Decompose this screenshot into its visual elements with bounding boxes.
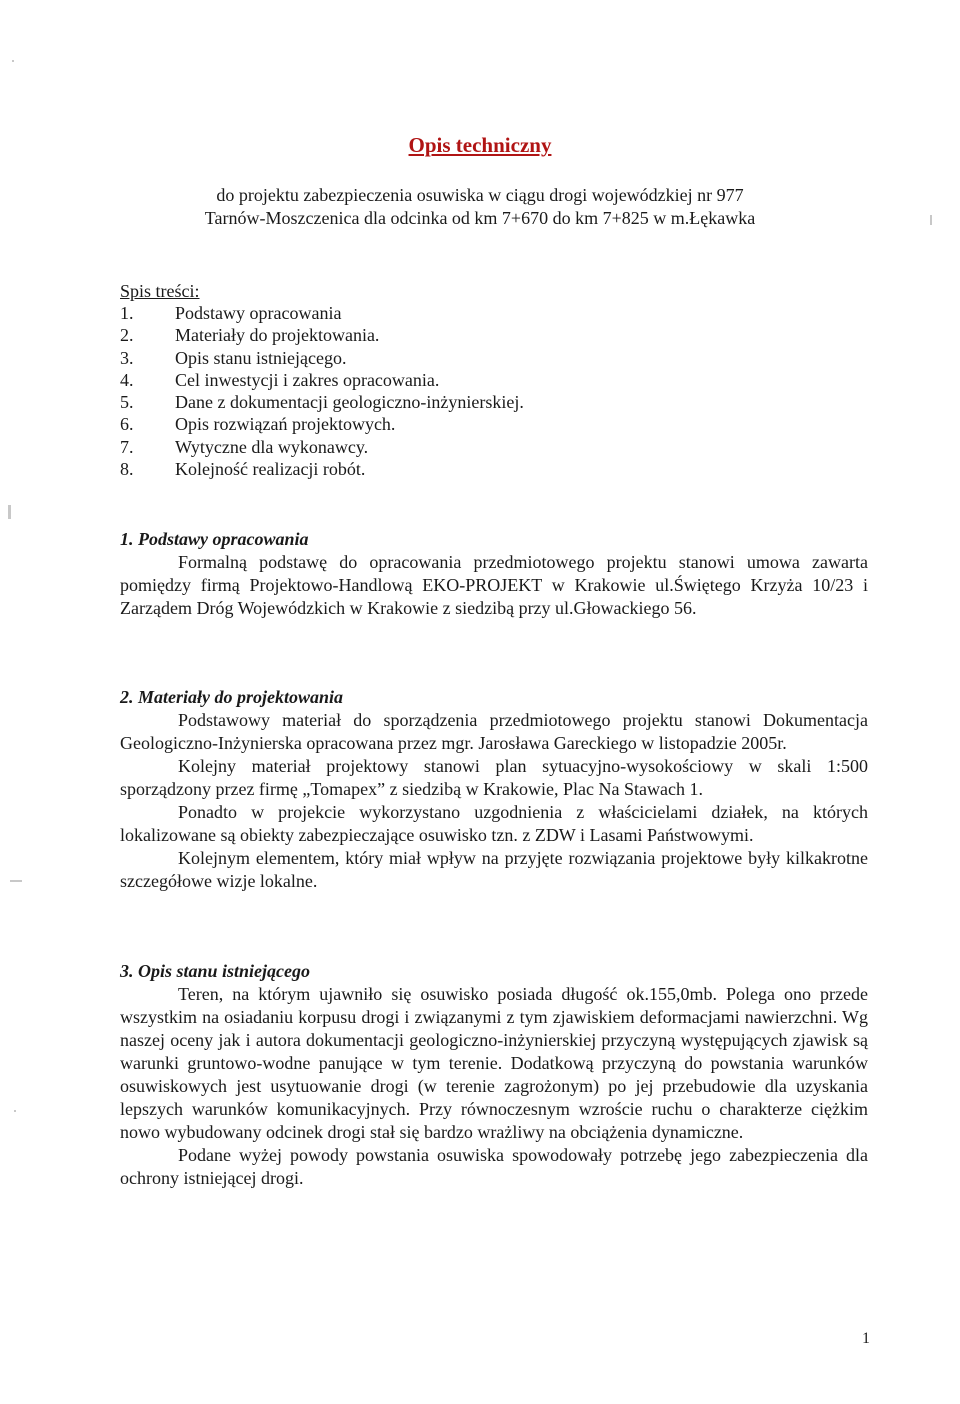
section-materialy-do-projektowania bbox=[120, 686, 868, 893]
subtitle-line-2: Tarnów-Moszczenica dla odcinka od km 7+670 do km 7+825 w m.Łękawka bbox=[204, 208, 756, 228]
toc-item-label: Kolejność realizacji robót. bbox=[175, 459, 366, 480]
section-paragraph: Kolejnym elementem, który miał wpływ na przyjęte rozwiązania projektowe były kilkakrotne szczegółowe wizje lokalne. bbox=[120, 848, 868, 891]
section-opis-stanu-istniejacego bbox=[120, 960, 868, 1190]
toc-item-number: 4. bbox=[120, 369, 134, 390]
toc-item-label: Opis rozwiązań projektowych. bbox=[175, 414, 396, 435]
toc-item-label: Cel inwestycji i zakres opracowania. bbox=[175, 369, 440, 390]
toc-item bbox=[120, 347, 524, 369]
scan-speck bbox=[12, 60, 14, 62]
section-heading: 3. Opis stanu istniejącego bbox=[120, 961, 311, 981]
toc-item bbox=[120, 324, 524, 346]
toc-item-label: Dane z dokumentacji geologiczno-inżynierskiej. bbox=[175, 392, 524, 413]
toc-item bbox=[120, 391, 524, 413]
toc-item-number: 2. bbox=[120, 325, 134, 346]
section-paragraph: Podane wyżej powody powstania osuwiska spowodowały potrzebę jego zabezpieczenia dla ochrony istniejącej drogi. bbox=[120, 1145, 868, 1188]
section-paragraph: Teren, na którym ujawniło się osuwisko posiada długość ok.155,0mb. Polega ono przede wszystkim na osiadaniu korpusu drogi i związanymi z tym zjawiskiem deformacjami nawierzchni. Wg naszej oceny jak i autora dokumentacji geologiczno-inżynierskiej przyczyną występujących zjawisk są warunki gruntowo-wodne panujące w tym terenie. Dodatkową przyczyną do powstania warunków osuwiskowych jest usytuowanie drogi (w terenie zagrożonym) po jej przebudowie dla uzyskania lepszych warunków komunikacyjnych. Przy równoczesnym wzroście ruchu o charakterze ciężkim nowo wybudowany odcinek drogi stał się bardzo wrażliwy na obciążenia dynamiczne. bbox=[120, 984, 868, 1142]
toc-item-number: 6. bbox=[120, 414, 134, 435]
toc-item bbox=[120, 369, 524, 391]
toc-item bbox=[120, 413, 524, 435]
section-paragraph: Kolejny materiał projektowy stanowi plan sytuacyjno-wysokościowy w skali 1:500 sporządzony przez firmę „Tomapex” z siedzibą w Krakowie, Plac Na Stawach 1. bbox=[120, 756, 868, 799]
toc-item-number: 8. bbox=[120, 459, 134, 480]
toc-item-number: 5. bbox=[120, 392, 134, 413]
section-heading: 2. Materiały do projektowania bbox=[120, 687, 344, 707]
toc-item bbox=[120, 302, 524, 324]
toc-item-number: 7. bbox=[120, 436, 134, 457]
scan-speck bbox=[10, 880, 22, 882]
section-heading: 1. Podstawy opracowania bbox=[120, 529, 309, 549]
toc-item-label: Materiały do projektowania. bbox=[175, 325, 380, 346]
toc-heading: Spis treści: bbox=[120, 281, 200, 301]
toc-item-number: 1. bbox=[120, 303, 134, 323]
document-title: Opis techniczny bbox=[408, 133, 552, 157]
section-paragraph: Podstawowy materiał do sporządzenia przedmiotowego projektu stanowi Dokumentacja Geologiczno-Inżynierska opracowana przez mgr. Jarosława Gareckiego w listopadzie 2005r. bbox=[120, 710, 868, 753]
toc-item-label: Opis stanu istniejącego. bbox=[175, 347, 347, 368]
page-number: 1 bbox=[862, 1330, 870, 1347]
toc-item-number: 3. bbox=[120, 347, 134, 368]
scan-speck bbox=[14, 1110, 16, 1112]
subtitle-line-1: do projektu zabezpieczenia osuwiska w ciągu drogi wojewódzkiej nr 977 bbox=[216, 185, 744, 205]
document-subtitle bbox=[150, 184, 810, 230]
toc-item-label: Wytyczne dla wykonawcy. bbox=[175, 436, 369, 457]
toc-item bbox=[120, 458, 524, 480]
section-podstawy-opracowania bbox=[120, 528, 868, 620]
section-paragraph: Formalną podstawę do opracowania przedmiotowego projektu stanowi umowa zawarta pomiędzy firmą Projektowo-Handlową EKO-PROJEKT w Krakowie ul.Świętego Krzyża 10/23 i Zarządem Dróg Wojewódzkich w Krakowie z siedzibą przy ul.Głowackiego 56. bbox=[120, 552, 868, 618]
toc-item bbox=[120, 436, 524, 458]
section-paragraph: Ponadto w projekcie wykorzystano uzgodnienia z właścicielami działek, na których lokalizowane są obiekty zabezpieczające osuwisko tzn. z ZDW i Lasami Państwowymi. bbox=[120, 802, 868, 845]
toc-item-label: Podstawy opracowania bbox=[175, 303, 342, 323]
scan-speck bbox=[930, 215, 932, 225]
table-of-contents bbox=[120, 280, 524, 480]
scan-speck bbox=[8, 505, 11, 519]
